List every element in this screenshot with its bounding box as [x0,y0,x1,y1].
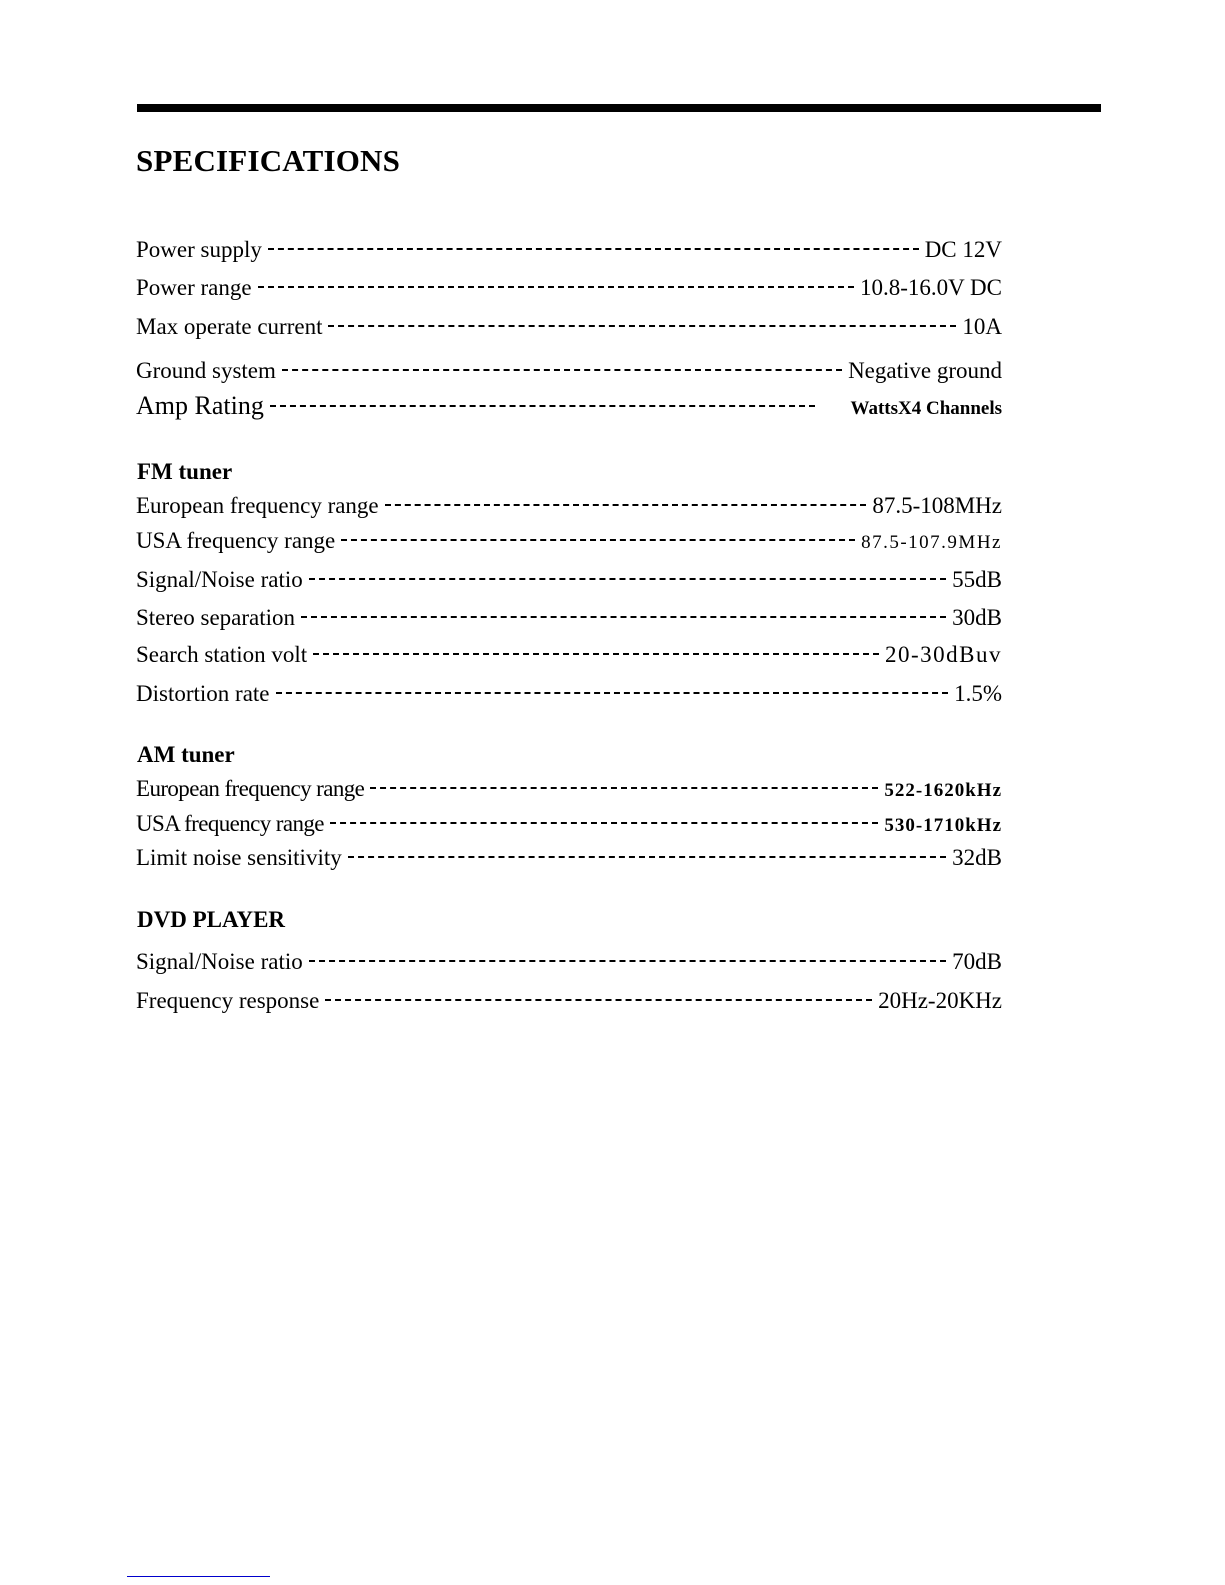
spec-value: DC 12V [924,237,1002,262]
spec-value: 20Hz-20KHz [878,988,1002,1013]
dotted-leader [309,960,946,962]
spec-label: Stereo separation [136,605,296,630]
spec-row-fm-usa-range [136,527,1002,555]
spec-value: 30dB [952,605,1002,630]
spec-value: 530-1710kHz [884,815,1002,836]
spec-label: Signal/Noise ratio [136,949,303,974]
spec-value: 87.5-107.9MHz [861,532,1002,553]
spec-value: 55dB [952,567,1002,592]
am-tuner-heading: AM tuner [137,742,235,767]
dotted-leader [348,856,946,858]
top-rule [137,104,1101,112]
spec-label: USA frequency range [136,811,324,836]
dotted-leader [282,369,842,371]
fm-tuner-heading: FM tuner [137,459,233,484]
spec-label: Search station volt [136,642,308,667]
spec-row-fm-distortion-rate [136,680,1002,708]
spec-value: 522-1620kHz [884,780,1002,801]
spec-row-dvd-signal-noise [136,948,1002,976]
spec-value: 70dB [952,949,1002,974]
spec-row-am-usa-range [136,810,1002,838]
spec-label: Max operate current [136,314,323,339]
spec-label: Limit noise sensitivity [136,845,342,870]
spec-label: Amp Rating [136,391,264,420]
dotted-leader [268,248,919,250]
dotted-leader [309,578,946,580]
dotted-leader [330,822,879,824]
dotted-leader [276,692,949,694]
spec-row-ground-system [136,357,1002,385]
dotted-leader [270,405,815,407]
spec-value: 10A [962,314,1002,339]
dotted-leader [258,286,854,288]
spec-value: 32dB [952,845,1002,870]
spec-label: USA frequency range [136,528,336,553]
footer-link-underline[interactable] [127,1576,270,1577]
spec-row-fm-stereo-separation [136,604,1002,632]
dotted-leader [341,539,855,541]
spec-row-am-european-range [136,775,1002,803]
dotted-leader [328,325,956,327]
dotted-leader [325,999,872,1001]
spec-value: WattsX4 Channels [850,398,1002,419]
spec-label: Signal/Noise ratio [136,567,303,592]
spec-label: Power supply [136,237,262,262]
dotted-leader [370,787,878,789]
spec-value: Negative ground [848,358,1002,383]
dotted-leader [313,653,879,655]
spec-row-fm-signal-noise [136,566,1002,594]
spec-label: Power range [136,275,252,300]
spec-row-fm-search-station-volt [136,641,1002,669]
spec-row-power-range [136,274,1002,302]
spec-row-dvd-frequency-response [136,987,1002,1015]
spec-value: 87.5-108MHz [872,493,1002,518]
spec-row-power-supply [136,236,1002,264]
spec-label: European frequency range [136,776,365,801]
spec-value: 20-30dBuv [885,642,1002,667]
spec-row-amp-rating [136,392,1002,420]
spec-value: 1.5% [954,681,1002,706]
spec-row-am-limit-noise [136,844,1002,872]
page-title: SPECIFICATIONS [136,143,401,178]
spec-label: Frequency response [136,988,320,1013]
spec-row-fm-european-range [136,492,1002,520]
dvd-player-heading: DVD PLAYER [137,907,286,932]
spec-label: Ground system [136,358,276,383]
spec-label: European frequency range [136,493,379,518]
dotted-leader [301,616,946,618]
spec-row-max-operate-current [136,313,1002,341]
spec-value: 10.8-16.0V DC [859,275,1002,300]
dotted-leader [385,504,867,506]
spec-label: Distortion rate [136,681,270,706]
